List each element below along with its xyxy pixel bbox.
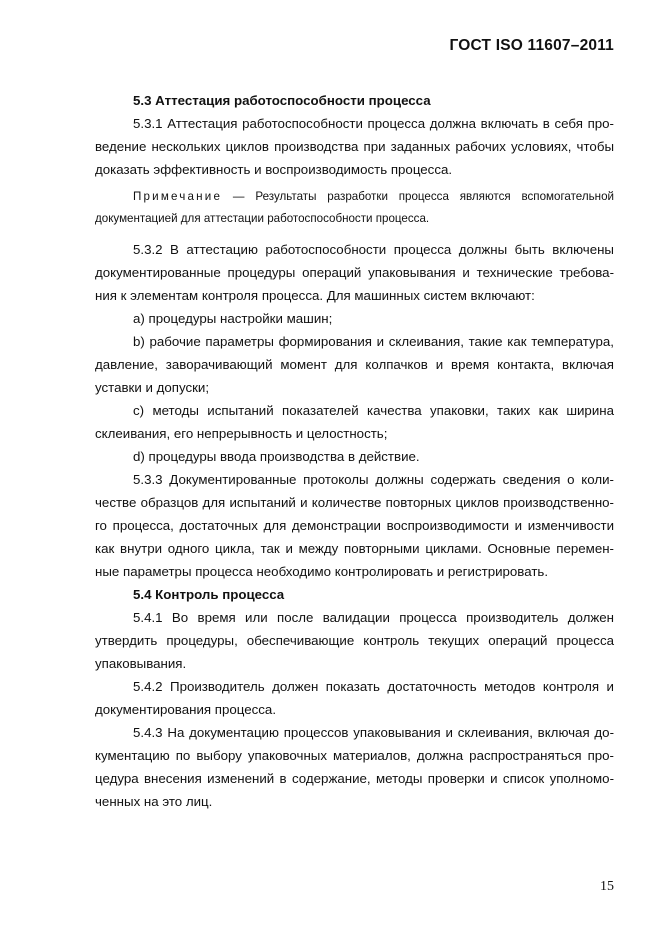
list-item-d: d) процедуры ввода производства в действие. — [133, 449, 420, 464]
text-line: ченных на это лиц. — [95, 794, 213, 809]
text-line: с) методы испытаний показателей качества упаковки, таких как ширина — [133, 403, 614, 418]
paragraph-5-3-1 — [95, 112, 614, 181]
section-heading-5-3: 5.3 Аттестация работоспособности процесса — [133, 93, 431, 108]
page-number: 15 — [600, 879, 614, 894]
text-line: давление, заворачивающий момент для колпачков и время контакта, включая — [95, 357, 614, 372]
paragraph-5-4-2 — [95, 675, 614, 721]
note-line — [95, 186, 614, 208]
text-line: 5.4.1 Во время или после валидации процесса производитель должен — [133, 610, 614, 625]
note-text: — Результаты разработки процесса являются вспомогательной — [222, 190, 614, 203]
text-line: уставки и допуски; — [95, 380, 210, 395]
document-body — [95, 89, 614, 813]
text-line: 5.4.3 На документацию процессов упаковывания и склеивания, включая до- — [133, 725, 614, 740]
text-line: b) рабочие параметры формирования и склеивания, такие как температура, — [133, 334, 614, 349]
list-item-c — [95, 399, 614, 445]
text-line: документирования процесса. — [95, 702, 277, 717]
text-line: честве образцов для испытаний и количестве повторных циклов производственно- — [95, 495, 614, 510]
text-line: 5.3.2 В аттестацию работоспособности процесса должны быть включены — [133, 242, 614, 257]
section-heading-5-4: 5.4 Контроль процесса — [133, 587, 285, 602]
text-line: 5.3.1 Аттестация работоспособности процесса должна включать в себя про- — [133, 116, 614, 131]
text-line: 5.4.2 Производитель должен показать достаточность методов контроля и — [133, 679, 614, 694]
text-line: кументацию по выбору упаковочных материалов, должна распространяться про- — [95, 748, 614, 763]
text-line: цедура внесения изменений в содержание, методы проверки и список уполномо- — [95, 771, 614, 786]
standard-code-header: ГОСТ ISO 11607–2011 — [449, 37, 614, 54]
text-line: упаковывания. — [95, 656, 187, 671]
note-line: документацией для аттестации работоспособности процесса. — [95, 212, 430, 225]
paragraph-5-4-3 — [95, 721, 614, 813]
list-item-b — [95, 330, 614, 399]
text-line: ведение нескольких циклов производства при заданных рабочих условиях, чтобы — [95, 139, 614, 154]
text-line: ные параметры процесса необходимо контролировать и регистрировать. — [95, 564, 549, 579]
paragraph-5-4-1 — [95, 606, 614, 675]
text-line: го процесса, достаточных для демонстрации воспроизводимости и изменчивости — [95, 518, 614, 533]
text-line: ния к элементам контроля процесса. Для машинных систем включают: — [95, 288, 535, 303]
text-line: утвердить процедуры, обеспечивающие контроль текущих операций процесса — [95, 633, 614, 648]
text-line: 5.3.3 Документированные протоколы должны содержать сведения о коли- — [133, 472, 614, 487]
note-block — [95, 186, 614, 230]
text-line: как внутри одного цикла, так и между повторными циклами. Основные перемен- — [95, 541, 614, 556]
text-line: документированные процедуры операций упаковывания и технические требова- — [95, 265, 614, 280]
list-item-a: а) процедуры настройки машин; — [133, 311, 333, 326]
text-line: доказать эффективность и воспроизводимость процесса. — [95, 162, 453, 177]
paragraph-5-3-2 — [95, 238, 614, 307]
paragraph-5-3-3 — [95, 468, 614, 583]
text-line: склеивания, его непрерывность и целостность; — [95, 426, 388, 441]
note-label: Примечание — [133, 190, 223, 203]
